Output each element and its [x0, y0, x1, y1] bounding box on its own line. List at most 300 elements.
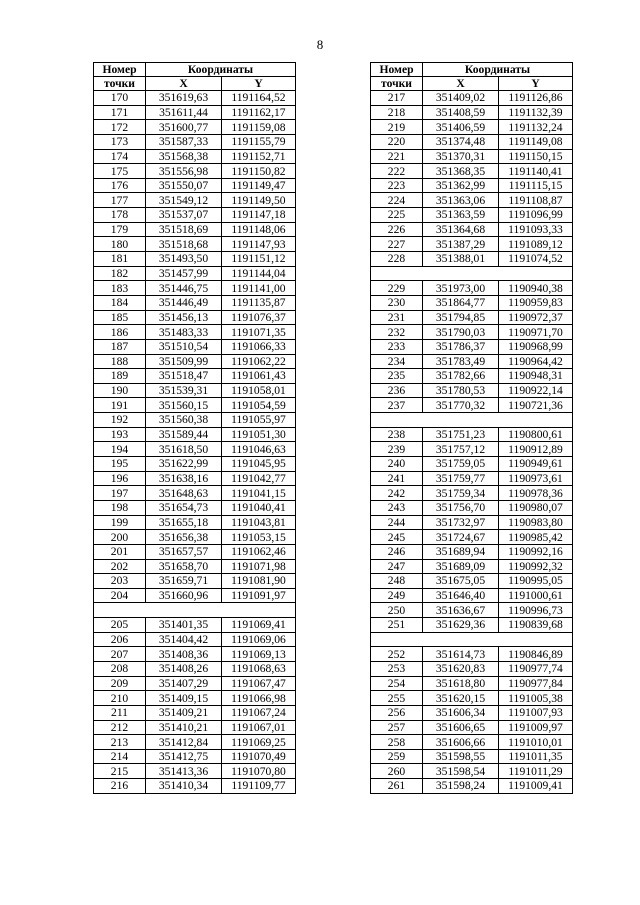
table-row: [371, 500, 573, 515]
x-coordinate-cell: 351598,54: [423, 764, 499, 779]
y-coordinate-cell: 1191007,93: [499, 705, 573, 720]
y-coordinate-cell: 1190968,99: [499, 339, 573, 354]
table-row: [94, 193, 296, 208]
y-coordinate-cell: 1191089,12: [499, 237, 573, 252]
y-coordinate-cell: 1191010,01: [499, 735, 573, 750]
point-number-cell: 221: [371, 149, 423, 164]
y-coordinate-cell: 1191066,98: [222, 691, 296, 706]
y-coordinate-cell: 1190983,80: [499, 515, 573, 530]
y-coordinate-cell: 1191069,25: [222, 735, 296, 750]
point-number-cell: 240: [371, 457, 423, 472]
y-coordinate-cell: 1191045,95: [222, 457, 296, 472]
x-coordinate-cell: 351783,49: [423, 354, 499, 369]
x-coordinate-cell: 351646,40: [423, 588, 499, 603]
y-coordinate-cell: 1190800,61: [499, 427, 573, 442]
table-row: [94, 310, 296, 325]
point-number-cell: 217: [371, 91, 423, 106]
point-number-cell: 178: [94, 208, 146, 223]
table-row: [94, 647, 296, 662]
x-coordinate-cell: 351600,77: [146, 120, 222, 135]
x-coordinate-cell: 351622,99: [146, 457, 222, 472]
x-coordinate-cell: 351560,38: [146, 413, 222, 428]
y-coordinate-cell: 1191093,33: [499, 222, 573, 237]
point-number-cell: 225: [371, 208, 423, 223]
point-number-cell: 260: [371, 764, 423, 779]
y-coordinate-cell: 1191071,35: [222, 325, 296, 340]
point-number-cell: 229: [371, 281, 423, 296]
point-number-cell: 247: [371, 559, 423, 574]
table-row: [94, 705, 296, 720]
table-row: [371, 471, 573, 486]
x-coordinate-cell: 351410,21: [146, 720, 222, 735]
coordinates-header: Координаты: [146, 63, 296, 77]
y-column-header: Y: [499, 77, 573, 91]
point-number-cell: 219: [371, 120, 423, 135]
table-row: [371, 310, 573, 325]
y-coordinate-cell: 1191149,50: [222, 193, 296, 208]
table-row: [371, 252, 573, 267]
y-coordinate-cell: 1191062,46: [222, 544, 296, 559]
y-coordinate-cell: 1191068,63: [222, 661, 296, 676]
x-coordinate-cell: 351568,38: [146, 149, 222, 164]
table-row: [94, 383, 296, 398]
table-row: [371, 720, 573, 735]
y-column-header: Y: [222, 77, 296, 91]
y-coordinate-cell: 1191091,97: [222, 588, 296, 603]
point-number-cell: 170: [94, 91, 146, 106]
point-number-cell: 205: [94, 618, 146, 633]
y-coordinate-cell: 1191054,59: [222, 398, 296, 413]
table-row: [94, 339, 296, 354]
point-number-cell: 179: [94, 222, 146, 237]
x-coordinate-cell: 351657,57: [146, 544, 222, 559]
table-row: [94, 398, 296, 413]
x-coordinate-cell: 351387,29: [423, 237, 499, 252]
y-coordinate-cell: 1191150,15: [499, 149, 573, 164]
point-number-cell: 214: [94, 749, 146, 764]
y-coordinate-cell: 1190996,73: [499, 603, 573, 618]
y-coordinate-cell: 1191115,15: [499, 178, 573, 193]
table-row: [371, 705, 573, 720]
table-row: [371, 574, 573, 589]
table-row: [94, 720, 296, 735]
x-coordinate-cell: 351408,59: [423, 105, 499, 120]
y-coordinate-cell: 1190973,61: [499, 471, 573, 486]
point-number-cell: 212: [94, 720, 146, 735]
x-coordinate-cell: 351412,84: [146, 735, 222, 750]
point-number-cell: 177: [94, 193, 146, 208]
x-coordinate-cell: 351363,59: [423, 208, 499, 223]
table-row: [94, 369, 296, 384]
point-number-cell: 222: [371, 164, 423, 179]
table-row: [371, 515, 573, 530]
y-coordinate-cell: 1191150,82: [222, 164, 296, 179]
x-coordinate-cell: 351751,23: [423, 427, 499, 442]
point-number-cell: 231: [371, 310, 423, 325]
table-row: [371, 559, 573, 574]
y-coordinate-cell: 1190959,83: [499, 295, 573, 310]
y-coordinate-cell: 1191081,90: [222, 574, 296, 589]
x-coordinate-cell: 351388,01: [423, 252, 499, 267]
y-coordinate-cell: 1191074,52: [499, 252, 573, 267]
point-number-cell: 226: [371, 222, 423, 237]
x-coordinate-cell: 351759,05: [423, 457, 499, 472]
y-coordinate-cell: 1191058,01: [222, 383, 296, 398]
table-row: [94, 91, 296, 106]
y-coordinate-cell: 1191135,87: [222, 295, 296, 310]
table-row: [371, 134, 573, 149]
y-coordinate-cell: 1191009,97: [499, 720, 573, 735]
x-coordinate-cell: 351620,83: [423, 661, 499, 676]
x-coordinate-cell: 351770,32: [423, 398, 499, 413]
x-coordinate-cell: 351614,73: [423, 647, 499, 662]
table-row: [94, 544, 296, 559]
table-body-left: [94, 91, 296, 794]
x-coordinate-cell: 351618,80: [423, 676, 499, 691]
y-coordinate-cell: 1191069,41: [222, 618, 296, 633]
table-row: [94, 442, 296, 457]
x-coordinate-cell: 351560,15: [146, 398, 222, 413]
y-coordinate-cell: 1190721,36: [499, 398, 573, 413]
x-coordinate-cell: 351619,63: [146, 91, 222, 106]
x-coordinate-cell: 351409,15: [146, 691, 222, 706]
y-coordinate-cell: 1191147,18: [222, 208, 296, 223]
separator-cell: [371, 266, 573, 281]
point-number-cell: 259: [371, 749, 423, 764]
x-coordinate-cell: 351606,34: [423, 705, 499, 720]
point-number-cell: 255: [371, 691, 423, 706]
y-coordinate-cell: 1190971,70: [499, 325, 573, 340]
y-coordinate-cell: 1190839,68: [499, 618, 573, 633]
x-coordinate-cell: 351412,75: [146, 749, 222, 764]
x-coordinate-cell: 351362,99: [423, 178, 499, 193]
y-coordinate-cell: 1191096,99: [499, 208, 573, 223]
separator-cell: [371, 413, 573, 428]
point-number-cell: 252: [371, 647, 423, 662]
point-number-cell: 256: [371, 705, 423, 720]
y-coordinate-cell: 1191043,81: [222, 515, 296, 530]
point-number-cell: 184: [94, 295, 146, 310]
point-number-cell: 258: [371, 735, 423, 750]
point-number-cell: 203: [94, 574, 146, 589]
y-coordinate-cell: 1191062,22: [222, 354, 296, 369]
y-coordinate-cell: 1191140,41: [499, 164, 573, 179]
point-number-cell: 183: [94, 281, 146, 296]
point-number-cell: 227: [371, 237, 423, 252]
table-row: [94, 325, 296, 340]
x-coordinate-cell: 351413,36: [146, 764, 222, 779]
point-number-cell: 188: [94, 354, 146, 369]
point-number-cell: 190: [94, 383, 146, 398]
point-number-cell: 230: [371, 295, 423, 310]
table-row: [371, 295, 573, 310]
x-coordinate-cell: 351659,71: [146, 574, 222, 589]
x-coordinate-cell: 351549,12: [146, 193, 222, 208]
x-coordinate-cell: 351446,75: [146, 281, 222, 296]
table-row: [371, 618, 573, 633]
point-number-cell: 175: [94, 164, 146, 179]
point-number-cell: 254: [371, 676, 423, 691]
y-coordinate-cell: 1190980,07: [499, 500, 573, 515]
table-row: [371, 661, 573, 676]
x-coordinate-cell: 351756,70: [423, 500, 499, 515]
point-number-cell: 197: [94, 486, 146, 501]
table-row: [371, 544, 573, 559]
table-row: [371, 120, 573, 135]
y-coordinate-cell: 1191159,08: [222, 120, 296, 135]
x-coordinate-cell: 351408,36: [146, 647, 222, 662]
table-row: [371, 105, 573, 120]
point-number-cell: 246: [371, 544, 423, 559]
table-row: [94, 105, 296, 120]
coordinates-header: Координаты: [423, 63, 573, 77]
point-number-cell: 232: [371, 325, 423, 340]
table-row: [371, 237, 573, 252]
point-number-cell: 199: [94, 515, 146, 530]
table-row: [94, 515, 296, 530]
x-coordinate-cell: 351510,54: [146, 339, 222, 354]
x-coordinate-cell: 351606,65: [423, 720, 499, 735]
table-row: [94, 661, 296, 676]
x-coordinate-cell: 351457,99: [146, 266, 222, 281]
point-number-cell: 253: [371, 661, 423, 676]
table-row: [94, 237, 296, 252]
point-number-cell: 182: [94, 266, 146, 281]
x-coordinate-cell: 351757,12: [423, 442, 499, 457]
y-coordinate-cell: 1190992,32: [499, 559, 573, 574]
x-coordinate-cell: 351589,44: [146, 427, 222, 442]
point-number-cell: 234: [371, 354, 423, 369]
y-coordinate-cell: 1190978,36: [499, 486, 573, 501]
x-coordinate-cell: 351518,47: [146, 369, 222, 384]
x-coordinate-cell: 351556,98: [146, 164, 222, 179]
x-coordinate-cell: 351598,55: [423, 749, 499, 764]
y-coordinate-cell: 1191141,00: [222, 281, 296, 296]
x-coordinate-cell: 351629,36: [423, 618, 499, 633]
table-row: [94, 252, 296, 267]
y-coordinate-cell: 1191067,01: [222, 720, 296, 735]
point-number-cell: 185: [94, 310, 146, 325]
table-row: [371, 325, 573, 340]
x-coordinate-cell: 351611,44: [146, 105, 222, 120]
table-row: [94, 222, 296, 237]
x-coordinate-cell: 351648,63: [146, 486, 222, 501]
x-coordinate-cell: 351864,77: [423, 295, 499, 310]
y-coordinate-cell: 1191069,06: [222, 632, 296, 647]
y-coordinate-cell: 1191066,33: [222, 339, 296, 354]
x-coordinate-cell: 351550,07: [146, 178, 222, 193]
point-number-header: Номер: [94, 63, 146, 77]
point-number-cell: 216: [94, 779, 146, 794]
point-number-cell: 220: [371, 134, 423, 149]
table-row: [94, 164, 296, 179]
y-coordinate-cell: 1191151,12: [222, 252, 296, 267]
table-row: [94, 632, 296, 647]
table-row: [94, 618, 296, 633]
table-row: [371, 442, 573, 457]
table-separator-row: [371, 413, 573, 428]
point-number-cell: 257: [371, 720, 423, 735]
y-coordinate-cell: 1191051,30: [222, 427, 296, 442]
table-row: [371, 779, 573, 794]
y-coordinate-cell: 1191164,52: [222, 91, 296, 106]
point-number-cell: 243: [371, 500, 423, 515]
table-row: [371, 164, 573, 179]
y-coordinate-cell: 1191055,97: [222, 413, 296, 428]
x-coordinate-cell: 351732,97: [423, 515, 499, 530]
y-coordinate-cell: 1190940,38: [499, 281, 573, 296]
y-coordinate-cell: 1191071,98: [222, 559, 296, 574]
table-row: [94, 749, 296, 764]
point-number-cell: 186: [94, 325, 146, 340]
table-row: [94, 530, 296, 545]
table-row: [371, 735, 573, 750]
y-coordinate-cell: 1190992,16: [499, 544, 573, 559]
point-number-cell: 239: [371, 442, 423, 457]
x-coordinate-cell: 351537,07: [146, 208, 222, 223]
table-row: [94, 427, 296, 442]
y-coordinate-cell: 1191000,61: [499, 588, 573, 603]
y-coordinate-cell: 1190922,14: [499, 383, 573, 398]
y-coordinate-cell: 1190985,42: [499, 530, 573, 545]
point-number-cell: 196: [94, 471, 146, 486]
table-row: [371, 178, 573, 193]
point-number-cell: 189: [94, 369, 146, 384]
x-coordinate-cell: 351456,13: [146, 310, 222, 325]
y-coordinate-cell: 1191147,93: [222, 237, 296, 252]
point-number-cell: 236: [371, 383, 423, 398]
x-coordinate-cell: 351656,38: [146, 530, 222, 545]
y-coordinate-cell: 1191076,37: [222, 310, 296, 325]
x-coordinate-cell: 351786,37: [423, 339, 499, 354]
y-coordinate-cell: 1190964,42: [499, 354, 573, 369]
coordinates-table-left: [93, 62, 296, 794]
point-number-cell: 194: [94, 442, 146, 457]
point-number-cell: 198: [94, 500, 146, 515]
x-coordinate-cell: 351483,33: [146, 325, 222, 340]
table-row: [94, 457, 296, 472]
y-coordinate-cell: 1190977,84: [499, 676, 573, 691]
y-coordinate-cell: 1191053,15: [222, 530, 296, 545]
x-coordinate-cell: 351407,29: [146, 676, 222, 691]
x-coordinate-cell: 351759,77: [423, 471, 499, 486]
x-coordinate-cell: 351790,03: [423, 325, 499, 340]
point-number-cell: 176: [94, 178, 146, 193]
x-coordinate-cell: 351363,06: [423, 193, 499, 208]
point-number-cell: 245: [371, 530, 423, 545]
x-coordinate-cell: 351759,34: [423, 486, 499, 501]
table-row: [371, 603, 573, 618]
table-row: [371, 398, 573, 413]
x-coordinate-cell: 351689,09: [423, 559, 499, 574]
point-number-cell: 180: [94, 237, 146, 252]
point-number-cell: 244: [371, 515, 423, 530]
x-coordinate-cell: 351509,99: [146, 354, 222, 369]
y-coordinate-cell: 1191040,41: [222, 500, 296, 515]
point-number-cell: 206: [94, 632, 146, 647]
x-coordinate-cell: 351446,49: [146, 295, 222, 310]
table-row: [94, 149, 296, 164]
x-coordinate-cell: 351374,48: [423, 134, 499, 149]
y-coordinate-cell: 1191149,08: [499, 134, 573, 149]
table-row: [371, 427, 573, 442]
point-number-cell: 224: [371, 193, 423, 208]
table-row: [94, 764, 296, 779]
table-row: [371, 647, 573, 662]
table-row: [94, 471, 296, 486]
y-coordinate-cell: 1191144,04: [222, 266, 296, 281]
x-coordinate-cell: 351782,66: [423, 369, 499, 384]
x-coordinate-cell: 351404,42: [146, 632, 222, 647]
table-row: [94, 779, 296, 794]
y-coordinate-cell: 1191108,87: [499, 193, 573, 208]
table-row: [371, 222, 573, 237]
point-number-cell: 191: [94, 398, 146, 413]
point-number-cell: 202: [94, 559, 146, 574]
x-coordinate-cell: 351598,24: [423, 779, 499, 794]
y-coordinate-cell: 1190977,74: [499, 661, 573, 676]
x-coordinate-cell: 351620,15: [423, 691, 499, 706]
table-row: [371, 691, 573, 706]
x-coordinate-cell: 351518,68: [146, 237, 222, 252]
point-number-cell: 172: [94, 120, 146, 135]
table-row: [94, 559, 296, 574]
point-number-cell: 211: [94, 705, 146, 720]
table-row: [371, 530, 573, 545]
point-number-subheader: точки: [94, 77, 146, 91]
point-number-cell: 209: [94, 676, 146, 691]
table-row: [371, 339, 573, 354]
coordinates-table-right: [370, 62, 573, 794]
y-coordinate-cell: 1191005,38: [499, 691, 573, 706]
x-coordinate-cell: 351368,35: [423, 164, 499, 179]
table-row: [94, 500, 296, 515]
point-number-cell: 204: [94, 588, 146, 603]
y-coordinate-cell: 1191132,39: [499, 105, 573, 120]
table-row: [94, 134, 296, 149]
table-row: [371, 149, 573, 164]
point-number-cell: 251: [371, 618, 423, 633]
point-number-cell: 261: [371, 779, 423, 794]
x-coordinate-cell: 351606,66: [423, 735, 499, 750]
table-row: [94, 676, 296, 691]
table-row: [94, 354, 296, 369]
point-number-cell: 235: [371, 369, 423, 384]
table-row: [94, 735, 296, 750]
point-number-cell: 238: [371, 427, 423, 442]
table-row: [94, 120, 296, 135]
y-coordinate-cell: 1191009,41: [499, 779, 573, 794]
point-number-subheader: точки: [371, 77, 423, 91]
point-number-cell: 193: [94, 427, 146, 442]
table-body-right: [371, 91, 573, 794]
point-number-cell: 192: [94, 413, 146, 428]
y-coordinate-cell: 1191126,86: [499, 91, 573, 106]
point-number-cell: 215: [94, 764, 146, 779]
point-number-cell: 173: [94, 134, 146, 149]
x-coordinate-cell: 351493,50: [146, 252, 222, 267]
x-coordinate-cell: 351518,69: [146, 222, 222, 237]
y-coordinate-cell: 1191042,77: [222, 471, 296, 486]
separator-cell: [94, 603, 296, 618]
table-row: [371, 354, 573, 369]
table-row: [371, 749, 573, 764]
y-coordinate-cell: 1191149,47: [222, 178, 296, 193]
point-number-cell: 208: [94, 661, 146, 676]
y-coordinate-cell: 1191162,17: [222, 105, 296, 120]
x-coordinate-cell: 351401,35: [146, 618, 222, 633]
x-coordinate-cell: 351660,96: [146, 588, 222, 603]
